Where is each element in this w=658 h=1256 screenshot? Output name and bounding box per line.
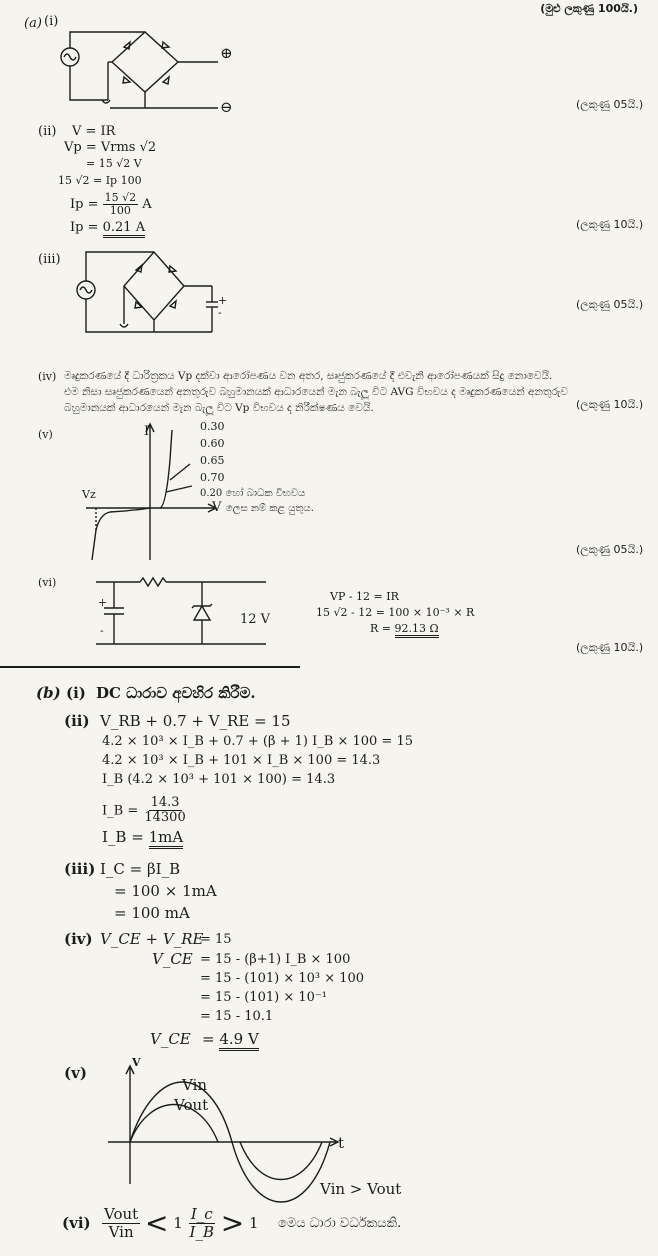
- b-vi-current-ratio: [188, 1206, 216, 1240]
- a-ii-fraction: [103, 192, 139, 217]
- bridge-rectifier-diagram-iii: [66, 246, 256, 342]
- a-iii-marks: (ලකුණු 05යි.): [576, 298, 644, 311]
- a-iii-cap-plus: +: [218, 294, 228, 307]
- b-vi-greater-than: >: [220, 1206, 245, 1240]
- b-iii-number: (iii): [64, 860, 96, 878]
- a-ii-unit: A: [142, 197, 152, 213]
- b-ii-line3: 4.2 × 10³ × I_B + 101 × I_B × 100 = 14.3: [102, 753, 381, 768]
- b-v-number: (v): [64, 1064, 87, 1082]
- b-ii-number: (ii): [64, 712, 90, 730]
- b-i-number: (i): [66, 684, 86, 702]
- a-v-axis-i: I: [144, 424, 150, 439]
- b-iii-line3: = 100 mA: [114, 904, 190, 922]
- a-v-value-2: 0.60: [200, 437, 225, 450]
- b-iv-line2-rhs: = 15 - (β+1) I_B × 100: [200, 952, 351, 967]
- a-v-value-1: 0.30: [200, 420, 225, 433]
- b-ii-frac-num: 14.3: [150, 795, 180, 810]
- a-v-value-3: 0.65: [200, 454, 225, 467]
- a-ii-line4: 15 √2 = Ip 100: [58, 174, 142, 187]
- vin-vout-waveform: [100, 1062, 350, 1192]
- a-v-vz-label: Vz: [82, 488, 96, 501]
- a-v-number: (v): [38, 428, 53, 441]
- b-ii-line2: 4.2 × 10³ × I_B + 0.7 + (β + 1) I_B × 100 = 15: [102, 734, 413, 749]
- b-ii-fraction: [142, 796, 187, 826]
- a-ii-line6: [70, 220, 145, 235]
- a-vi-eq1: VP - 12 = IR: [330, 590, 399, 603]
- a-vi-r-lhs: R =: [370, 622, 391, 635]
- a-vi-cap-minus: -: [100, 624, 104, 637]
- a-v-value-4: 0.70: [200, 471, 225, 484]
- a-v-axis-v: V: [212, 500, 222, 515]
- a-ii-line3: = 15 √2 V: [86, 157, 142, 170]
- b-v-axis-t: t: [338, 1134, 345, 1152]
- b-vi-text: මෙය ධාරා වර්ධකයකි.: [278, 1216, 402, 1231]
- a-i-number: (i): [44, 14, 59, 29]
- a-vi-eq3: [370, 622, 439, 635]
- b-iv-number: (iv): [64, 930, 93, 948]
- b-vi-ratio: [102, 1206, 140, 1240]
- b-iv-line3: = 15 - (101) × 10³ × 100: [200, 971, 365, 986]
- b-iv-line2-lhs: V_CE: [152, 950, 193, 968]
- a-v-note-2: ලෙස නම් කළ යුතුය.: [226, 503, 314, 514]
- b-iii-line2: = 100 × 1mA: [114, 882, 217, 900]
- a-vi-r-value: 92.13 Ω: [395, 622, 439, 638]
- a-iv-marks: (ලකුණු 10යි.): [576, 398, 644, 411]
- b-vi-less-than: <: [144, 1206, 169, 1240]
- b-vi-number: (vi): [62, 1214, 91, 1232]
- b-ii-ib-final-value: 1mA: [149, 828, 184, 849]
- zener-iv-characteristic: [80, 420, 220, 570]
- a-ii-number: (ii): [38, 124, 57, 139]
- part-a-label: (a): [24, 16, 42, 31]
- a-v-marks: (ලකුණු 05යි.): [576, 543, 644, 556]
- a-vi-cap-plus: +: [98, 596, 108, 609]
- b-ii-ib-lhs: I_B =: [102, 803, 139, 819]
- a-ii-line1: V = IR: [72, 124, 116, 139]
- b-vi-ratio-num: Vout: [104, 1205, 139, 1223]
- a-ii-ip-final-value: 0.21 A: [103, 220, 145, 238]
- section-divider: [0, 666, 300, 668]
- b-ii-line6: [102, 828, 183, 846]
- b-ii-line5: [102, 796, 188, 826]
- b-ii-line4: I_B (4.2 × 10³ + 101 × 100) = 14.3: [102, 772, 336, 787]
- a-vi-number: (vi): [38, 576, 57, 589]
- b-v-vin-label: Vin: [182, 1076, 208, 1094]
- b-vi-expression: [102, 1206, 259, 1240]
- b-iv-line1-lhs: V_CE + V_RE: [100, 930, 204, 948]
- b-iv-line4: = 15 - (101) × 10⁻¹: [200, 990, 327, 1005]
- b-ii-line1: V_RB + 0.7 + V_RE = 15: [100, 712, 291, 730]
- a-i-marks: (ලකුණු 05යි.): [576, 98, 644, 111]
- b-vi-one-right: 1: [249, 1214, 259, 1232]
- a-ii-ip-lhs: Ip =: [70, 197, 99, 213]
- b-vi-ib: I_B: [189, 1222, 214, 1241]
- total-marks: (මුළු ලකුණු 100යි.): [540, 2, 638, 15]
- b-vi-one: 1: [173, 1214, 183, 1232]
- b-v-vout-label: Vout: [174, 1096, 209, 1114]
- b-ii-frac-den: 14300: [144, 810, 186, 826]
- a-ii-ip-final-lhs: Ip =: [70, 220, 99, 235]
- b-iv-line6: [202, 1030, 259, 1048]
- b-vi-ratio-den: Vin: [108, 1222, 134, 1241]
- b-iv-eq-sign: =: [202, 1030, 215, 1048]
- b-iv-vce-value: 4.9 V: [219, 1030, 258, 1051]
- a-iii-cap-minus: -: [218, 306, 222, 319]
- a-vi-eq2: 15 √2 - 12 = 100 × 10⁻³ × R: [316, 606, 475, 619]
- b-v-comparison: Vin > Vout: [320, 1180, 402, 1198]
- b-v-axis-y: V: [132, 1056, 141, 1069]
- a-i-plus-terminal: ⊕: [220, 44, 233, 62]
- b-iv-line1-rhs: = 15: [200, 932, 232, 947]
- b-ii-ib-final-lhs: I_B =: [102, 828, 144, 846]
- a-iv-line2: එම නිසා සෘජුකරණයෙන් අනතුරුව බහුමානයක් ආධාරයෙන් මැන බැලූ විට AVG විභවය ද මෘදුකරණයෙන් අනතුරුව: [64, 386, 568, 398]
- b-iv-line5: = 15 - 10.1: [200, 1009, 274, 1024]
- a-iv-number: (iv): [38, 370, 57, 383]
- a-ii-marks: (ලකුණු 10යි.): [576, 218, 644, 231]
- a-ii-line2: Vp = Vrms √2: [64, 140, 157, 155]
- b-iii-line1: I_C = βI_B: [100, 860, 181, 878]
- b-i-text: DC ධාරාව අවහිර කිරීම.: [96, 684, 256, 702]
- a-vi-marks: (ලකුණු 10යි.): [576, 641, 644, 654]
- a-vi-voltage: 12 V: [240, 612, 271, 627]
- a-i-minus-terminal: ⊖: [220, 98, 233, 116]
- part-b-label: (b): [36, 684, 61, 702]
- a-ii-frac-num: 15 √2: [104, 191, 137, 204]
- a-ii-line5: [70, 192, 152, 217]
- a-iii-number: (iii): [38, 252, 61, 267]
- a-iv-line1: මෘදුකරණයේ දී ධාරිත්‍රකය Vp දක්වා ආරෝපණය වන අතර, සෘජුකරණයේ දී එවැනි ආරෝපණයක් සිදු නොවෙයි.: [64, 370, 553, 382]
- a-ii-frac-den: 100: [109, 204, 131, 218]
- a-iv-line3: බහුමානයක් ආධාරයෙන් මැන බැලූ විට Vp විභවය ද නිරීක්ෂණය වෙයි.: [64, 402, 374, 414]
- b-vi-ic: I_c: [190, 1205, 213, 1223]
- b-iv-line6-lhs: V_CE: [150, 1030, 191, 1048]
- a-v-note-1: 0.20 හෝ බාධක විභවය: [200, 488, 306, 499]
